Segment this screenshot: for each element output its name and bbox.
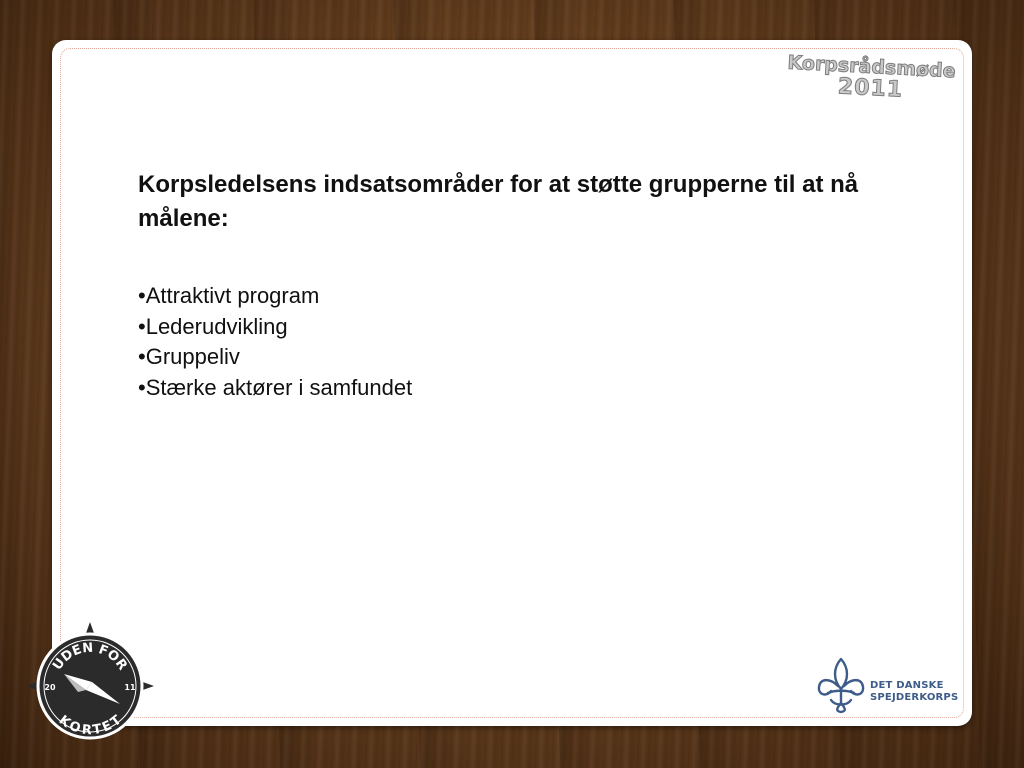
stamp-title: Korpsrådsmøde <box>787 51 957 83</box>
bullet-item <box>138 281 412 312</box>
badge-left-text: 20 <box>44 683 56 692</box>
stamp-year: 2011 <box>837 74 904 103</box>
bullet-text: Gruppeliv <box>145 344 240 369</box>
bullet-text: Lederudvikling <box>145 313 288 339</box>
badge-top-text: UDEN FOR <box>50 640 130 674</box>
meeting-stamp <box>785 52 957 105</box>
fleur-de-lis-icon <box>816 656 866 714</box>
bullet-item <box>138 342 412 373</box>
brand-line-1: DET DANSKE <box>870 680 944 691</box>
bullet-text: Attraktivt program <box>145 283 320 308</box>
slide-heading: Korpsledelsens indsatsområder for at støtte grupperne til at nå målene: <box>138 171 859 232</box>
bullet-item <box>138 312 412 343</box>
uden-for-kortet-badge <box>26 622 154 750</box>
brand-name <box>870 680 958 704</box>
bullet-list <box>138 281 412 403</box>
bullet-text: Stærke aktører i samfundet <box>145 374 413 400</box>
badge-bottom-text: KORTET <box>55 712 125 739</box>
brand-line-2: SPEJDERKORPS <box>870 692 959 703</box>
badge-right-text: 11 <box>124 683 136 692</box>
bullet-item <box>138 373 412 404</box>
